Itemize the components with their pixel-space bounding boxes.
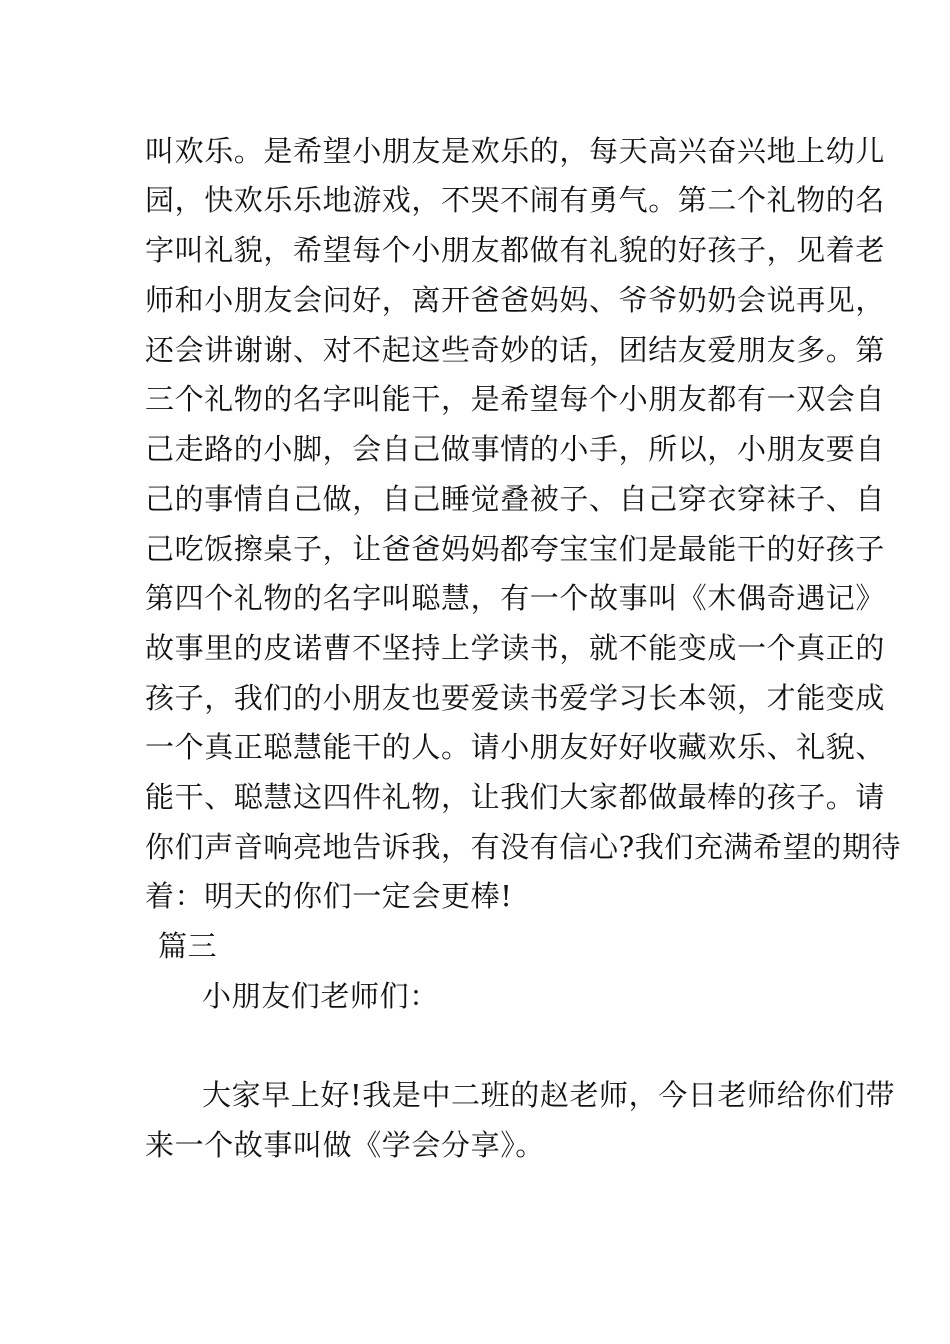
section-heading: 篇三 xyxy=(158,929,218,963)
body-text-line: 第四个礼物的名字叫聪慧，有一个故事叫《木偶奇遇记》 xyxy=(145,581,886,615)
body-text-line: 己走路的小脚，会自己做事情的小手，所以，小朋友要自 xyxy=(145,432,886,466)
body-text-line: 园，快欢乐乐地游戏，不哭不闹有勇气。第二个礼物的名 xyxy=(145,183,886,217)
body-text-line: 还会讲谢谢、对不起这些奇妙的话，团结友爱朋友多。第 xyxy=(145,333,886,367)
body-text-line: 一个真正聪慧能干的人。请小朋友好好收藏欢乐、礼貌、 xyxy=(145,730,886,764)
body-text-line: 字叫礼貌，希望每个小朋友都做有礼貌的好孩子，见着老 xyxy=(145,233,886,267)
body-text-line: 己吃饭擦桌子，让爸爸妈妈都夸宝宝们是最能干的好孩子 xyxy=(145,532,886,566)
body-text-line: 三个礼物的名字叫能干，是希望每个小朋友都有一双会自 xyxy=(145,382,886,416)
body-text-line: 孩子，我们的小朋友也要爱读书爱学习长本领，才能变成 xyxy=(145,681,886,715)
body-text-line: 师和小朋友会问好，离开爸爸妈妈、爷爷奶奶会说再见， xyxy=(145,283,886,317)
salutation: 小朋友们老师们： xyxy=(202,979,439,1013)
body-text-line: 己的事情自己做，自己睡觉叠被子、自己穿衣穿袜子、自 xyxy=(145,482,886,516)
body-text-line: 你们声音响亮地告诉我，有没有信心?我们充满希望的期待 xyxy=(145,830,902,864)
body-text-line: 能干、聪慧这四件礼物，让我们大家都做最棒的孩子。请 xyxy=(145,780,886,814)
body-text-line: 叫欢乐。是希望小朋友是欢乐的，每天高兴奋兴地上幼儿 xyxy=(145,134,886,168)
closing-text-line: 大家早上好!我是中二班的赵老师，今日老师给你们带 xyxy=(202,1078,896,1112)
body-text-line: 着：明天的你们一定会更棒! xyxy=(145,879,513,913)
body-text-line: 故事里的皮诺曹不坚持上学读书，就不能变成一个真正的 xyxy=(145,631,886,665)
closing-text-line: 来一个故事叫做《学会分享》。 xyxy=(145,1128,545,1162)
